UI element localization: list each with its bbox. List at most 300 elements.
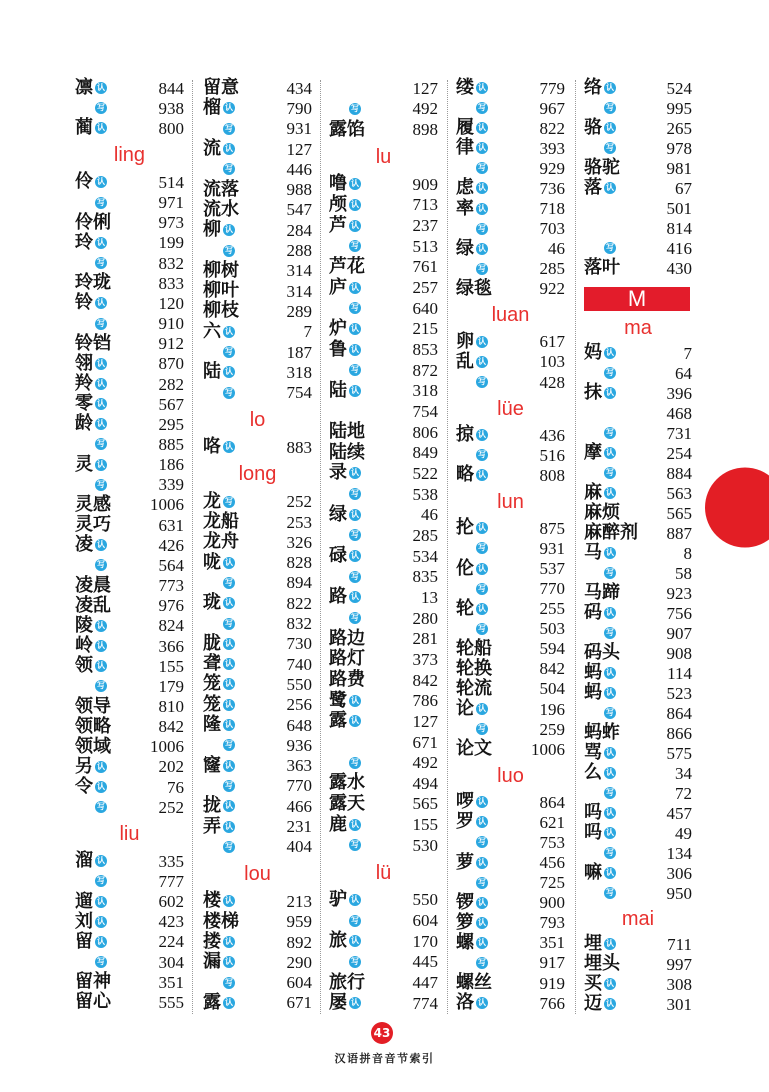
index-entry: [584, 823, 692, 843]
index-entry: [584, 238, 692, 258]
entry-word: 柳叶: [203, 280, 239, 302]
index-column-1: [75, 78, 184, 1013]
recognize-icon: 认: [225, 760, 233, 770]
entry-word: 路费: [329, 669, 365, 691]
index-entry: [584, 763, 692, 783]
index-entry: [329, 608, 438, 629]
index-entry: [75, 293, 184, 313]
entry-word: 窿: [203, 754, 221, 776]
recognize-icon: 认: [225, 957, 233, 967]
entry-word: 录: [329, 462, 347, 484]
page-reference-number: 281: [412, 629, 438, 649]
entry-word: 伶: [75, 171, 93, 193]
page-reference-number: 513: [412, 236, 438, 256]
entry-word: 楼: [203, 890, 221, 912]
pinyin-syllable-header: [203, 403, 312, 437]
page-reference-number: 550: [412, 890, 438, 910]
entry-word: 略: [456, 464, 474, 486]
recognize-icon: 认: [97, 540, 105, 550]
entry-word: 落叶: [584, 257, 620, 278]
entry-word: 洛: [456, 992, 474, 1014]
page-reference-number: 257: [412, 278, 438, 298]
recognize-icon: 认: [606, 348, 614, 357]
entry-word: 陆续: [329, 441, 365, 463]
index-entry: [203, 776, 312, 796]
page-reference-number: 875: [539, 518, 565, 538]
index-entry: [203, 756, 312, 776]
index-entry: [75, 213, 184, 233]
page-reference-number: 49: [675, 823, 692, 843]
page-reference-number: 981: [666, 158, 692, 178]
page-reference-number: 76: [167, 777, 184, 797]
page-reference-number: 196: [539, 699, 565, 719]
recognize-icon: 认: [478, 430, 486, 440]
recognize-icon: 认: [606, 688, 614, 697]
page-reference-number: 800: [158, 118, 184, 138]
index-entry: [329, 890, 438, 911]
recognize-icon: 认: [225, 103, 233, 113]
entry-word: 领域: [75, 735, 111, 757]
page-reference-number: 186: [158, 455, 184, 475]
entry-word: 笼: [203, 673, 221, 695]
page-reference-number: 547: [286, 200, 312, 220]
index-entry: [584, 118, 692, 138]
index-entry: [203, 532, 312, 552]
write-icon: 写: [351, 840, 359, 850]
recognize-icon: 认: [478, 203, 486, 213]
pinyin-syllable-text: lou: [244, 863, 271, 886]
pinyin-syllable-header: [75, 138, 184, 172]
entry-word: 轮船: [456, 637, 492, 659]
page-reference-number: 446: [286, 159, 312, 179]
write-icon: 写: [478, 223, 486, 233]
write-icon: 写: [225, 387, 233, 397]
recognize-icon: 认: [478, 470, 486, 480]
index-entry: [75, 972, 184, 992]
entry-word: 码头: [584, 642, 620, 663]
entry-word: 虑: [456, 177, 474, 199]
page-reference-number: 976: [158, 596, 184, 616]
write-icon: 写: [606, 848, 614, 857]
entry-word: 麻: [584, 482, 602, 503]
write-icon: 写: [606, 243, 614, 252]
entry-word: 露: [329, 710, 347, 732]
page-reference-number: 363: [286, 756, 312, 776]
index-entry: [203, 573, 312, 593]
page-reference-number: 127: [412, 711, 438, 731]
index-entry: [584, 843, 692, 863]
index-entry: [75, 797, 184, 817]
column-divider: [192, 80, 193, 1014]
page-reference-number: 872: [412, 360, 438, 380]
page-reference-number: 736: [539, 178, 565, 198]
entry-word: 龙舟: [203, 531, 239, 553]
index-entry: [75, 616, 184, 636]
entry-word: 流落: [203, 178, 239, 200]
entry-word: 楼梯: [203, 910, 239, 932]
recognize-icon: 认: [606, 979, 614, 988]
page-reference-number: 959: [286, 912, 312, 932]
page-reference-number: 237: [412, 216, 438, 236]
entry-word: 箩: [456, 911, 474, 933]
index-entry: [329, 360, 438, 381]
recognize-icon: 认: [351, 716, 359, 726]
page-reference-number: 828: [286, 553, 312, 573]
index-entry: [584, 523, 692, 543]
write-icon: 写: [351, 489, 359, 499]
write-icon: 写: [478, 837, 486, 847]
page-reference-number: 774: [412, 993, 438, 1013]
recognize-icon: 认: [97, 123, 105, 133]
page-reference-number: 973: [158, 213, 184, 233]
index-entry: [203, 932, 312, 952]
entry-word: 流: [203, 138, 221, 160]
page-reference-number: 127: [286, 139, 312, 159]
index-entry: [329, 277, 438, 298]
entry-word: 聋: [203, 653, 221, 675]
pinyin-syllable-text: luo: [497, 764, 524, 787]
write-icon: 写: [606, 628, 614, 637]
page-reference-number: 604: [412, 911, 438, 931]
page-reference-number: 524: [666, 78, 692, 98]
recognize-icon: 认: [97, 459, 105, 469]
index-entry: [203, 593, 312, 613]
index-entry: [75, 696, 184, 716]
recognize-icon: 认: [225, 801, 233, 811]
entry-word: 伦: [456, 557, 474, 579]
recognize-icon: 认: [478, 797, 486, 807]
entry-word: 抡: [456, 517, 474, 539]
index-entry: [329, 257, 438, 278]
index-entry: [203, 613, 312, 633]
pinyin-syllable-header: [456, 299, 565, 332]
page-reference-number: 770: [539, 579, 565, 599]
recognize-icon: 认: [606, 868, 614, 877]
page-reference-number: 253: [286, 512, 312, 532]
recognize-icon: 认: [478, 336, 486, 346]
index-entry: [456, 599, 565, 619]
index-entry: [584, 743, 692, 763]
write-icon: 写: [351, 365, 359, 375]
index-entry: [203, 362, 312, 382]
entry-word: 漏: [203, 951, 221, 973]
write-icon: 写: [225, 347, 233, 356]
recognize-icon: 认: [97, 936, 105, 946]
write-icon: 写: [351, 303, 359, 313]
index-entry: [329, 381, 438, 402]
write-icon: 写: [225, 618, 233, 628]
entry-word: 抹: [584, 382, 602, 403]
index-entry: [456, 118, 565, 138]
index-entry: [329, 99, 438, 120]
recognize-icon: 认: [606, 608, 614, 617]
recognize-icon: 认: [97, 782, 105, 792]
index-entry: [329, 236, 438, 257]
entry-word: 啰: [456, 791, 474, 813]
page-reference-number: 564: [158, 555, 184, 575]
entry-word: 旅: [329, 930, 347, 952]
index-entry: [584, 663, 692, 683]
page-reference-number: 179: [158, 676, 184, 696]
recognize-icon: 认: [225, 997, 233, 1007]
index-entry: [456, 739, 565, 759]
page-reference-number: 503: [539, 619, 565, 639]
page-reference-number: 671: [286, 993, 312, 1013]
page-reference-number: 58: [675, 563, 692, 583]
index-entry: [203, 674, 312, 694]
index-entry: [456, 465, 565, 485]
page-reference-number: 67: [675, 178, 692, 198]
index-entry: [456, 332, 565, 352]
index-entry: [584, 423, 692, 443]
page-reference-number: 786: [412, 691, 438, 711]
recognize-icon: 认: [351, 199, 359, 209]
recognize-icon: 认: [97, 177, 105, 187]
page-reference-number: 114: [667, 663, 692, 683]
write-icon: 写: [478, 163, 486, 173]
index-entry: [203, 891, 312, 911]
recognize-icon: 认: [606, 83, 614, 92]
index-entry: [584, 583, 692, 603]
index-entry: [584, 503, 692, 523]
page-reference-number: 793: [539, 913, 565, 933]
page-reference-number: 516: [539, 445, 565, 465]
index-entry: [203, 382, 312, 402]
index-entry: [203, 301, 312, 321]
page-reference-number: 72: [675, 783, 692, 803]
index-entry: [584, 883, 692, 903]
recognize-icon: 认: [351, 894, 359, 904]
page-reference-number: 754: [412, 402, 438, 422]
entry-word: 埋头: [584, 953, 620, 974]
page-reference-number: 777: [158, 871, 184, 891]
write-icon: 写: [351, 956, 359, 966]
entry-word: 屡: [329, 992, 347, 1014]
entry-word: 蚂蚱: [584, 722, 620, 743]
entry-word: 咙: [203, 551, 221, 573]
pinyin-syllable-header: [456, 485, 565, 518]
entry-word: 零: [75, 393, 93, 415]
index-entry: [456, 558, 565, 578]
page-reference-number: 997: [666, 954, 692, 974]
write-icon: 写: [225, 740, 233, 750]
index-entry: [584, 783, 692, 803]
recognize-icon: 认: [225, 659, 233, 669]
recognize-icon: 认: [225, 598, 233, 608]
write-icon: 写: [606, 788, 614, 797]
entry-word: 搂: [203, 931, 221, 953]
entry-word: 履: [456, 117, 474, 139]
entry-word: 陆地: [329, 421, 365, 443]
index-entry: [75, 434, 184, 454]
recognize-icon: 认: [351, 179, 359, 189]
entry-word: 吗: [584, 822, 602, 843]
write-icon: 写: [97, 103, 105, 113]
page-reference-number: 523: [666, 683, 692, 703]
page-reference-number: 492: [412, 753, 438, 773]
page-reference-number: 7: [303, 322, 312, 342]
index-entry: [329, 835, 438, 856]
index-entry: [584, 623, 692, 643]
entry-word: 灵感: [75, 493, 111, 515]
index-entry: [75, 851, 184, 871]
index-entry: [584, 974, 692, 994]
index-entry: [456, 973, 565, 993]
write-icon: 写: [478, 583, 486, 593]
recognize-icon: 认: [97, 379, 105, 388]
page-reference-number: 534: [412, 546, 438, 566]
index-entry: [203, 200, 312, 220]
entry-word: 掠: [456, 424, 474, 446]
write-icon: 写: [351, 103, 359, 113]
index-entry: [75, 737, 184, 757]
write-icon: 写: [225, 577, 233, 587]
entry-word: 绿毯: [456, 277, 492, 299]
index-column-2: [203, 78, 312, 1013]
page-reference-number: 894: [286, 573, 312, 593]
page-reference-number: 46: [421, 505, 438, 525]
page-reference-number: 923: [666, 583, 692, 603]
write-icon: 写: [606, 103, 614, 112]
entry-word: 颅: [329, 193, 347, 215]
recognize-icon: 认: [351, 385, 359, 395]
entry-word: 柳: [203, 219, 221, 241]
page-reference-number: 468: [666, 403, 692, 423]
recognize-icon: 认: [606, 123, 614, 132]
entry-word: 柳树: [203, 259, 239, 281]
page-reference-number: 555: [158, 992, 184, 1012]
index-entry: [456, 812, 565, 832]
entry-word: 铃铛: [75, 332, 111, 354]
recognize-icon: 认: [97, 896, 105, 906]
index-entry: [329, 972, 438, 993]
entry-word: 路边: [329, 627, 365, 649]
entry-word: 骆: [584, 117, 602, 138]
index-entry: [584, 934, 692, 954]
page-reference-number: 504: [539, 679, 565, 699]
index-entry: [584, 994, 692, 1014]
page-reference-number: 120: [158, 293, 184, 313]
entry-word: 庐: [329, 276, 347, 298]
entry-word: 律: [456, 137, 474, 159]
recognize-icon: 认: [351, 695, 359, 705]
page-reference-number: 373: [412, 649, 438, 669]
page-reference-number: 187: [286, 342, 312, 362]
page-reference-number: 202: [158, 757, 184, 777]
index-entry: [75, 253, 184, 273]
page-reference-number: 761: [412, 257, 438, 277]
page-reference-number: 842: [539, 659, 565, 679]
page-reference-number: 892: [286, 932, 312, 952]
page-reference-number: 466: [286, 796, 312, 816]
index-entry: [75, 495, 184, 515]
index-entry: [329, 931, 438, 952]
index-entry: [584, 683, 692, 703]
page-reference-number: 824: [158, 616, 184, 636]
pinyin-syllable-text: ling: [113, 144, 146, 167]
page-reference-number: 995: [666, 98, 692, 118]
column-divider: [320, 80, 321, 1014]
page-reference-number: 740: [286, 654, 312, 674]
recognize-icon: 认: [97, 298, 105, 308]
entry-word: 柳枝: [203, 300, 239, 322]
page-reference-number: 575: [666, 743, 692, 763]
index-entry: [329, 525, 438, 546]
entry-word: 缕: [456, 77, 474, 99]
index-entry: [456, 518, 565, 538]
write-icon: 写: [478, 103, 486, 113]
page-reference-number: 773: [158, 576, 184, 596]
index-entry: [584, 218, 692, 238]
recognize-icon: 认: [606, 548, 614, 557]
index-entry: [75, 172, 184, 192]
index-entry: [329, 952, 438, 973]
page-reference-number: 289: [286, 301, 312, 321]
index-entry: [456, 679, 565, 699]
index-entry: [456, 352, 565, 372]
index-entry: [75, 892, 184, 912]
entry-word: 码: [584, 602, 602, 623]
page-reference-number: 648: [286, 715, 312, 735]
index-entry: [75, 717, 184, 737]
page-reference-number: 8: [683, 543, 692, 563]
recognize-icon: 认: [97, 856, 105, 866]
recognize-icon: 认: [606, 768, 614, 777]
recognize-icon: 认: [606, 183, 614, 192]
index-entry: [329, 78, 438, 99]
index-column-4: [456, 78, 565, 1013]
page-reference-number: 621: [539, 812, 565, 832]
page-reference-number: 396: [666, 383, 692, 403]
page-reference-number: 103: [539, 352, 565, 372]
entry-word: 萝: [456, 851, 474, 873]
page-reference-number: 416: [666, 238, 692, 258]
recognize-icon: 认: [478, 523, 486, 533]
page-reference-number: 155: [412, 815, 438, 835]
recognize-icon: 认: [478, 998, 486, 1008]
write-icon: 写: [351, 530, 359, 540]
page-reference-number: 254: [666, 443, 692, 463]
index-entry: [329, 119, 438, 140]
write-icon: 写: [97, 957, 105, 967]
page-reference-number: 280: [412, 608, 438, 628]
recognize-icon: 认: [606, 999, 614, 1008]
entry-word: 留心: [75, 991, 111, 1013]
index-entry: [75, 932, 184, 952]
recognize-icon: 认: [478, 143, 486, 153]
page-reference-number: 832: [158, 253, 184, 273]
page-reference-number: 1006: [150, 737, 184, 757]
page-reference-number: 602: [158, 892, 184, 912]
page-reference-number: 884: [666, 463, 692, 483]
index-entry: [75, 313, 184, 333]
entry-word: 露馅: [329, 118, 365, 140]
page-reference-number: 730: [286, 634, 312, 654]
index-entry: [75, 555, 184, 575]
write-icon: 写: [225, 496, 233, 506]
index-entry: [75, 757, 184, 777]
entry-word: 蚂: [584, 662, 602, 683]
index-entry: [203, 220, 312, 240]
index-entry: [584, 258, 692, 278]
entry-word: 轮流: [456, 677, 492, 699]
entry-word: 迈: [584, 993, 602, 1014]
recognize-icon: 认: [606, 808, 614, 817]
entry-word: 蔺: [75, 117, 93, 139]
page-reference-number: 754: [286, 383, 312, 403]
index-entry: [456, 659, 565, 679]
index-entry: [203, 179, 312, 199]
